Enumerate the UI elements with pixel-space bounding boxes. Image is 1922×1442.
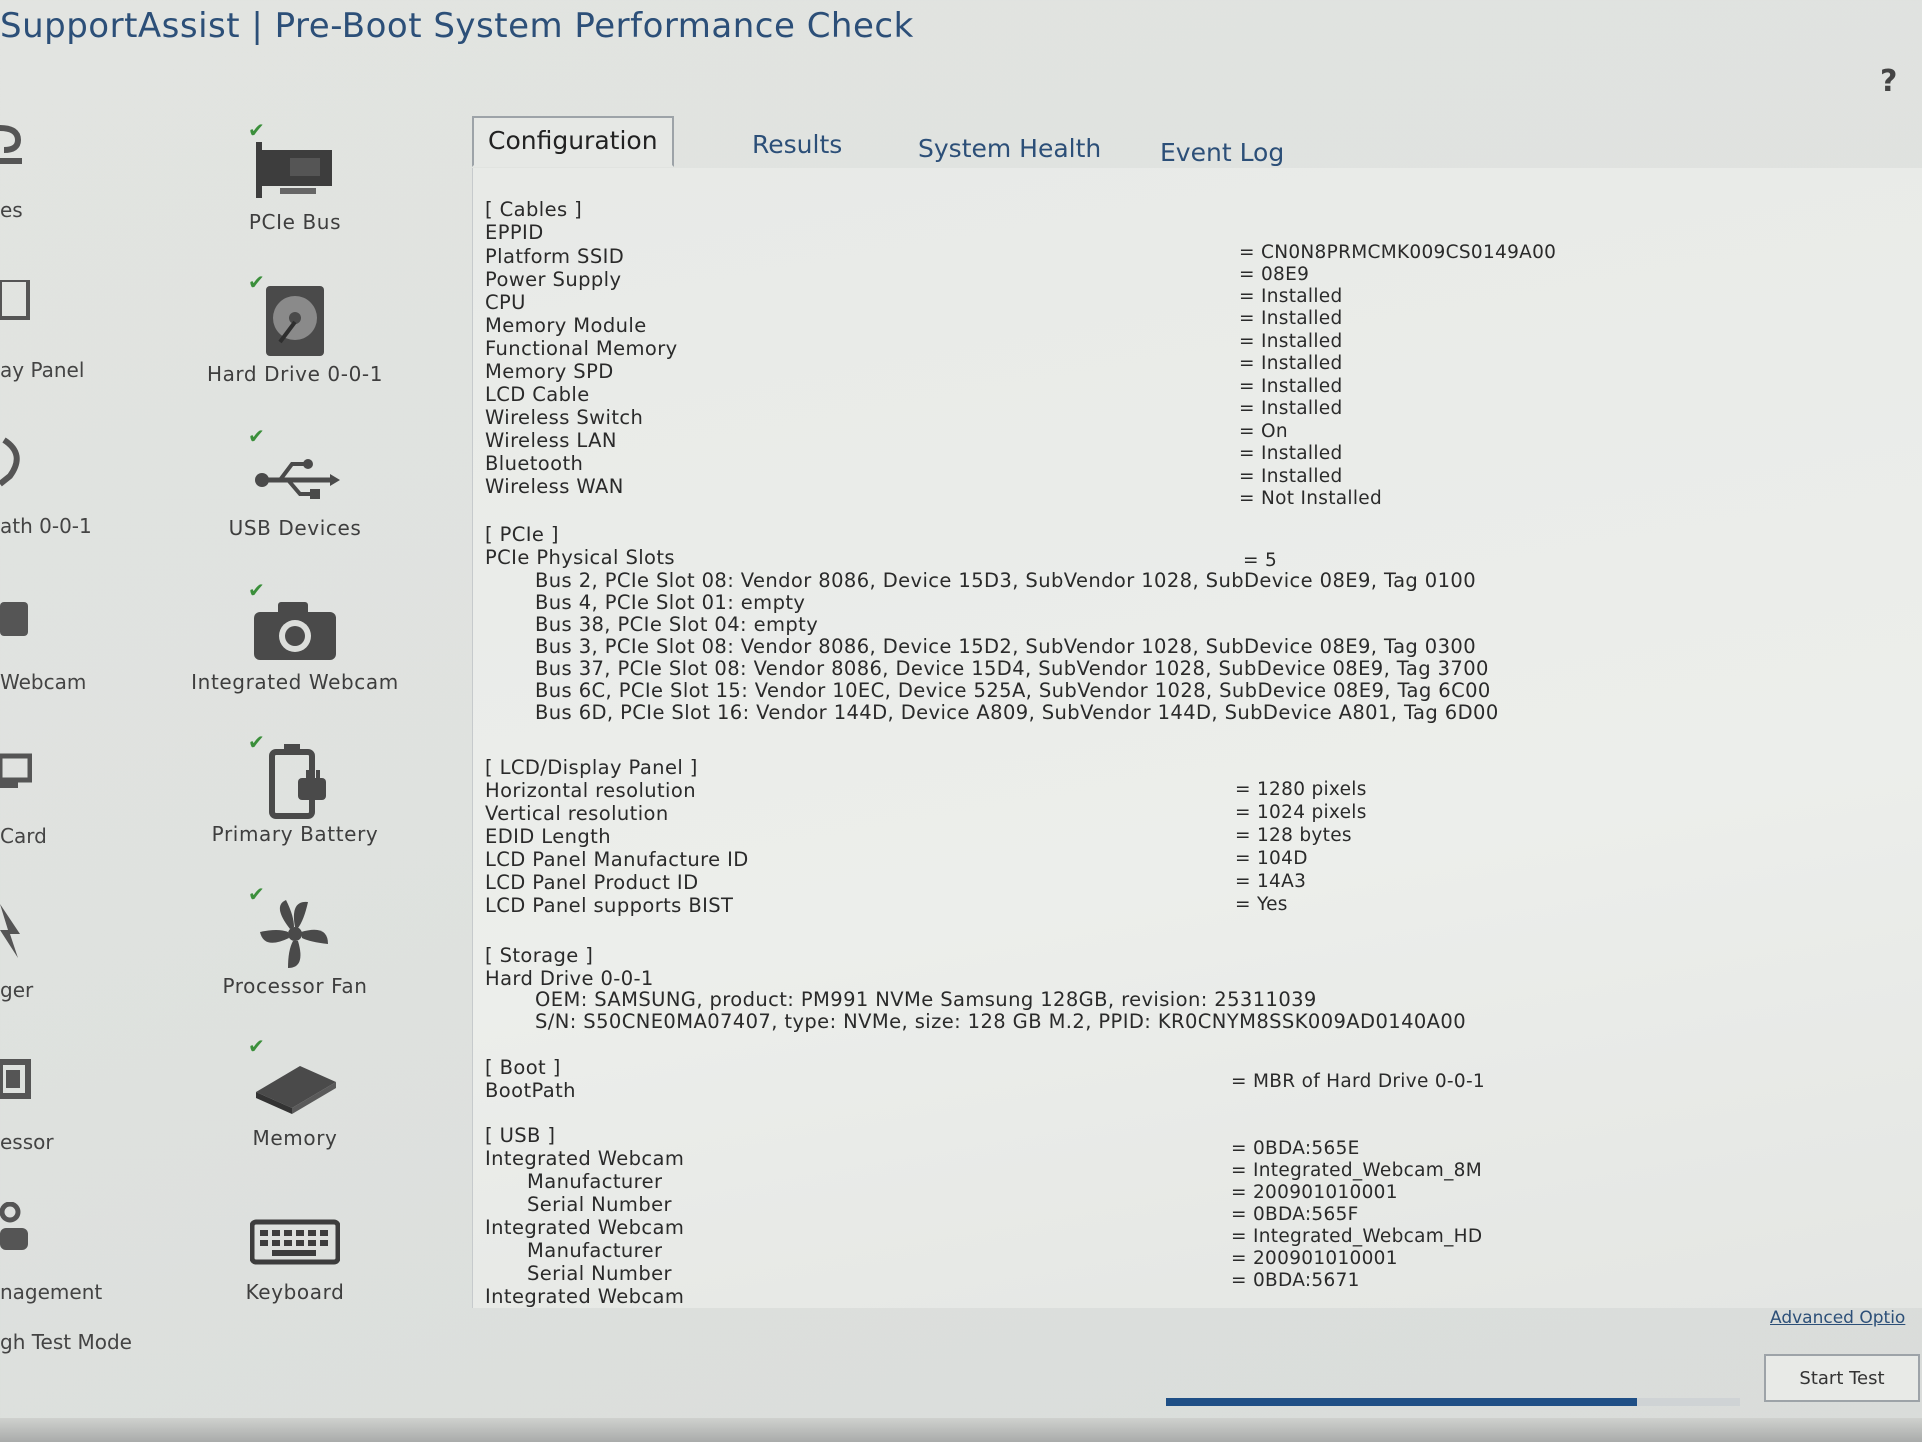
device-item-cables[interactable] [0,120,150,260]
display-panel-icon [0,280,32,340]
device-label: Keyboard [245,1280,345,1304]
storage-oem-line: OEM: SAMSUNG, product: PM991 NVMe Samsung 128GB, revision: 25311039 [535,988,1317,1011]
app-title: SupportAssist | Pre-Boot System Performance Check [0,6,914,46]
check-icon: ✔ [248,882,265,906]
config-value: = 5 [1243,550,1278,571]
pcie-bus-line: Bus 37, PCIe Slot 08: Vendor 8086, Device 15D4, SubVendor 1028, SubDevice 08E9, Tag 3700 [535,657,1489,680]
pcie-bus-line: Bus 6C, PCIe Slot 15: Vendor 10EC, Device 525A, SubVendor 1028, SubDevice 08E9, Tag 6C00 [535,679,1491,702]
pcie-card-icon [250,130,340,210]
device-item-processor[interactable] [0,1052,150,1192]
config-label: Integrated Webcam [485,1147,685,1170]
section-header-boot: [ Boot ] [485,1056,561,1079]
device-item-memory[interactable] [170,1034,420,1184]
config-value: = Installed [1239,286,1343,307]
device-item-primary-battery[interactable] [170,730,420,880]
config-label: Functional Memory [485,337,678,360]
pcie-bus-line: Bus 38, PCIe Slot 04: empty [535,613,819,636]
config-value: = Integrated_Webcam_8M [1231,1160,1482,1181]
config-label: Hard Drive 0-0-1 [485,967,654,990]
pcie-bus-line: Bus 3, PCIe Slot 08: Vendor 8086, Device 15D2, SubVendor 1028, SubDevice 08E9, Tag 0300 [535,635,1477,658]
processor-icon [0,1052,32,1112]
storage-sn-line: S/N: S50CNE0MA07407, type: NVMe, size: 128 GB M.2, PPID: KR0CNYM8SSK009AD0140A00 [535,1010,1467,1033]
config-value: = 0BDA:565E [1231,1138,1360,1159]
device-item-card[interactable] [0,746,150,886]
device-item-display-panel[interactable] [0,280,150,420]
config-label: Memory SPD [485,360,614,383]
boot-path-icon [0,436,32,496]
fan-icon [250,894,340,974]
device-label: Webcam [0,670,87,694]
config-label: Wireless LAN [485,429,617,452]
config-label: Power Supply [485,268,622,291]
battery-icon [250,742,340,822]
device-item-boot-path[interactable] [0,436,150,576]
check-icon: ✔ [248,578,265,602]
config-label: Bluetooth [485,452,584,475]
config-value: = Installed [1239,443,1343,464]
help-button[interactable]: ? [1880,64,1898,99]
check-icon: ✔ [248,270,265,294]
config-value: = 0BDA:565F [1231,1204,1359,1225]
webcam-icon [0,592,32,652]
config-label: Manufacturer [527,1239,663,1262]
device-item-keyboard[interactable] [170,1188,420,1338]
config-label: LCD Panel supports BIST [485,894,734,917]
config-label: CPU [485,291,526,314]
device-item-processor-fan[interactable] [170,882,420,1032]
config-label: LCD Cable [485,383,590,406]
device-label: ath 0-0-1 [0,514,92,538]
section-header-storage: [ Storage ] [485,944,594,967]
check-icon: ✔ [248,1034,265,1058]
pcie-bus-line: Bus 6D, PCIe Slot 16: Vendor 144D, Device A809, SubVendor 144D, SubDevice A801, Tag 6D00 [535,701,1499,724]
config-value: = Installed [1239,466,1343,487]
config-value: = Not Installed [1239,488,1382,509]
device-item-usb-devices[interactable] [170,424,420,574]
device-item-integrated-webcam[interactable] [170,578,420,728]
section-header-pcie: [ PCIe ] [485,523,559,546]
config-value: = MBR of Hard Drive 0-0-1 [1231,1071,1485,1092]
check-icon: ✔ [248,730,265,754]
config-label: LCD Panel Product ID [485,871,699,894]
config-label: BootPath [485,1079,576,1102]
camera-icon [250,590,340,670]
usb-icon [250,436,340,516]
config-value: = CN0N8PRMCMK009CS0149A00 [1239,242,1557,263]
section-header-cables: [ Cables ] [485,198,583,221]
config-label: Horizontal resolution [485,779,696,802]
cables-icon [0,120,32,180]
tab-bar [472,116,1922,170]
pcie-bus-line: Bus 4, PCIe Slot 01: empty [535,591,806,614]
device-label: USB Devices [228,516,362,540]
device-item-charger[interactable] [0,900,150,1040]
device-label: PCIe Bus [248,210,342,234]
config-value: = 1280 pixels [1235,779,1367,800]
config-label: Integrated Webcam [485,1216,685,1239]
config-value: = Yes [1235,894,1288,915]
config-value: = 200901010001 [1231,1182,1398,1203]
start-test-button[interactable]: Start Test [1764,1354,1920,1402]
pcie-bus-line: Bus 2, PCIe Slot 08: Vendor 8086, Device 15D3, SubVendor 1028, SubDevice 08E9, Tag 0100 [535,569,1477,592]
thorough-test-mode-option[interactable] [0,1320,150,1360]
config-label: PCIe Physical Slots [485,546,675,569]
section-header-usb: [ USB ] [485,1124,556,1147]
config-label: Serial Number [527,1262,672,1285]
config-label: EPPID [485,221,544,244]
config-label: Platform SSID [485,245,625,268]
card-icon [0,746,32,806]
config-value: = Installed [1239,331,1343,352]
config-label: Manufacturer [527,1170,663,1193]
tab-configuration[interactable]: Configuration [472,116,674,167]
tab-results[interactable]: Results [752,130,843,159]
section-header-lcd: [ LCD/Display Panel ] [485,756,698,779]
config-value: = 08E9 [1239,264,1310,285]
config-label: Serial Number [527,1193,672,1216]
config-value: = Integrated_Webcam_HD [1231,1226,1483,1247]
check-icon: ✔ [248,424,265,448]
charger-icon [0,900,32,960]
tab-system-health[interactable]: System Health [918,134,1102,163]
device-label: ay Panel [0,358,85,382]
hard-drive-icon [250,282,340,362]
check-icon: ✔ [248,118,265,142]
config-value: = 0BDA:5671 [1231,1270,1360,1291]
device-label: Card [0,824,47,848]
config-value: = 104D [1235,848,1308,869]
config-label: EDID Length [485,825,611,848]
device-label: Processor Fan [222,974,368,998]
config-label: Wireless WAN [485,475,624,498]
config-value: = 128 bytes [1235,825,1352,846]
screen-bezel [0,1418,1922,1442]
memory-icon [250,1046,340,1126]
device-label: nagement [0,1280,103,1304]
progress-bar [1166,1398,1740,1406]
config-label: LCD Panel Manufacture ID [485,848,749,871]
config-label: Memory Module [485,314,647,337]
config-label: Vertical resolution [485,802,669,825]
device-label: Memory [252,1126,338,1150]
config-value: = Installed [1239,308,1343,329]
advanced-options-link[interactable]: Advanced Optio [1770,1308,1906,1328]
progress-fill [1166,1398,1637,1406]
keyboard-icon [250,1200,340,1280]
config-label: Integrated Webcam [485,1285,685,1308]
device-label: gh Test Mode [0,1330,132,1354]
device-label: Primary Battery [211,822,379,846]
config-value: = On [1239,421,1288,442]
config-value: = 200901010001 [1231,1248,1398,1269]
device-label: ger [0,978,34,1002]
device-label: es [0,198,23,222]
device-label: Hard Drive 0-0-1 [206,362,384,386]
device-label: essor [0,1130,54,1154]
config-value: = 14A3 [1235,871,1307,892]
config-value: = Installed [1239,353,1343,374]
device-label: Integrated Webcam [191,670,399,694]
config-value: = 1024 pixels [1235,802,1367,823]
tab-event-log[interactable]: Event Log [1160,138,1285,167]
configuration-panel [472,168,1922,1308]
management-icon [0,1202,32,1262]
config-label: Wireless Switch [485,406,644,429]
config-value: = Installed [1239,398,1343,419]
config-value: = Installed [1239,376,1343,397]
device-item-hard-drive[interactable] [170,270,420,420]
device-item-pcie-bus[interactable] [170,118,420,268]
device-item-webcam[interactable] [0,592,150,732]
